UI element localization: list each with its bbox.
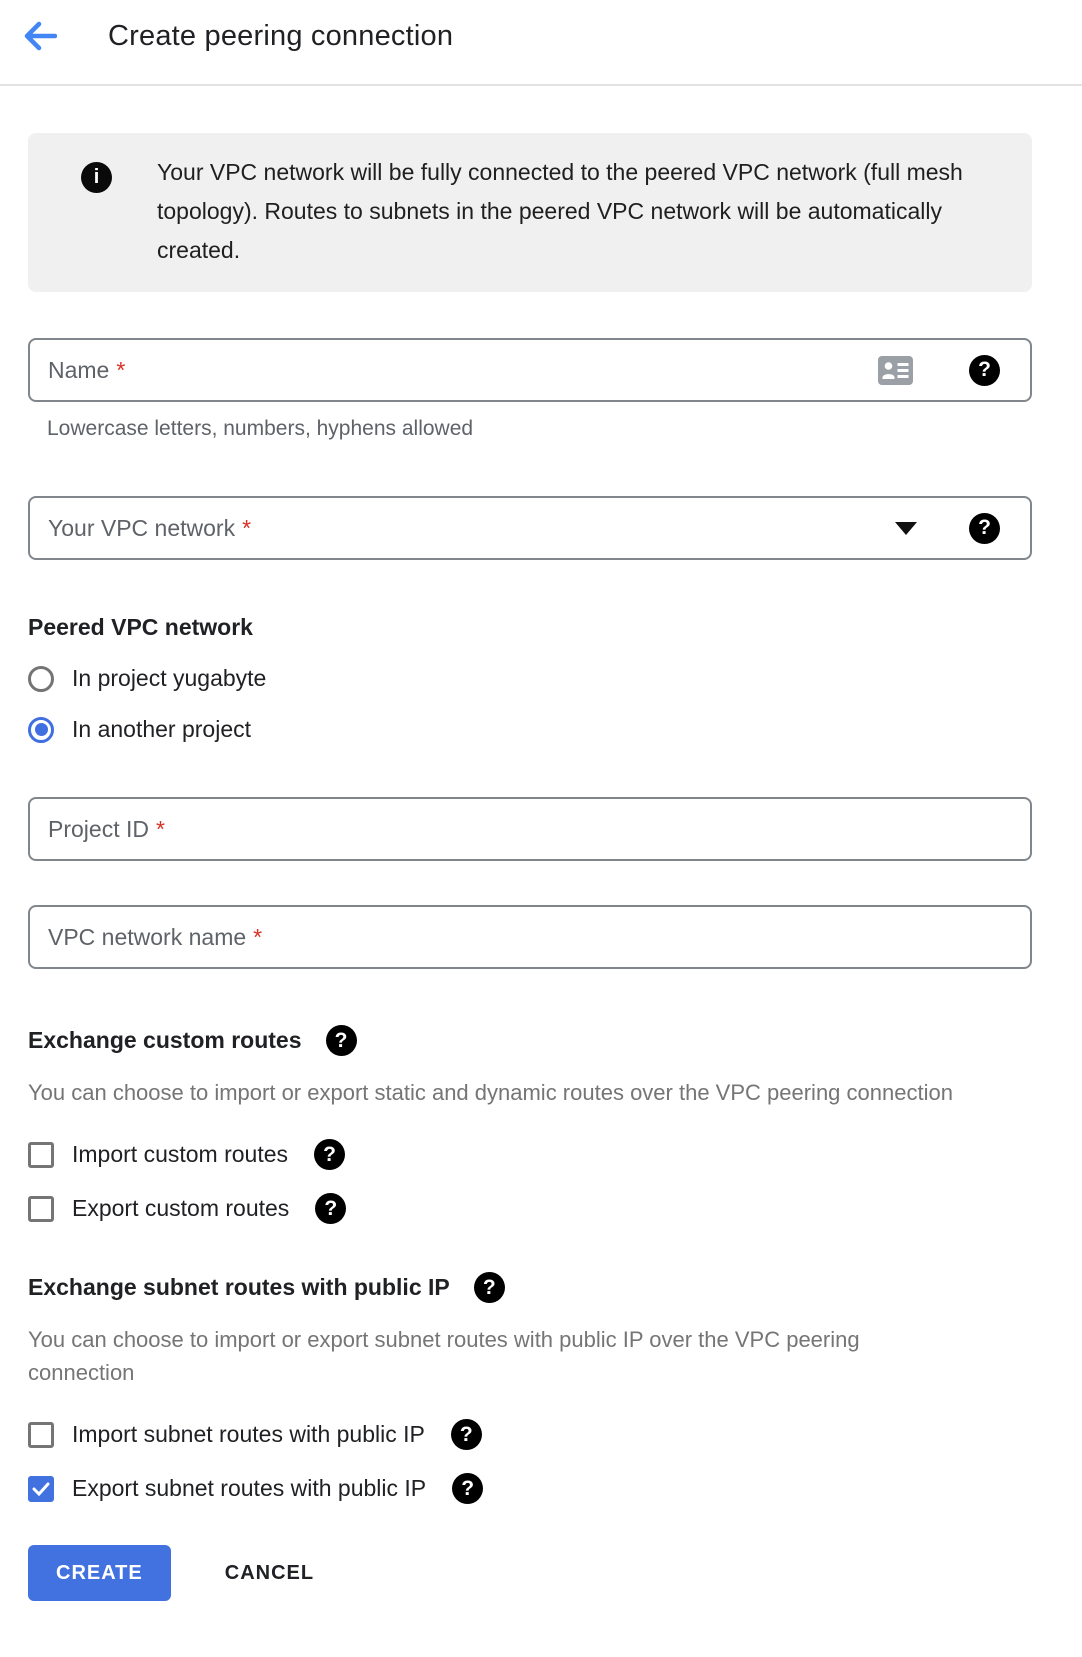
name-field-label: Name	[48, 356, 110, 383]
project-id-label: Project ID	[48, 815, 149, 842]
info-banner-text: Your VPC network will be fully connected to the peered VPC network (full mesh topology). Routes to subnets in the peered VPC network will be automatically created.	[157, 159, 963, 263]
page-title: Create peering connection	[108, 19, 454, 52]
exchange-custom-routes-heading	[28, 1025, 1032, 1056]
project-id-field[interactable]	[28, 797, 1032, 861]
cancel-button[interactable]: CANCEL	[219, 1561, 320, 1586]
help-icon[interactable]: ?	[451, 1419, 482, 1450]
info-icon: i	[81, 162, 112, 193]
exchange-custom-routes-heading-text: Exchange custom routes	[28, 1027, 302, 1053]
name-helper-text: Lowercase letters, numbers, hyphens allowed	[47, 417, 474, 440]
contact-card-icon	[878, 356, 913, 385]
radio-in-another-project[interactable]	[28, 716, 1032, 743]
form-actions	[28, 1545, 1032, 1601]
help-icon[interactable]: ?	[452, 1473, 483, 1504]
checkbox-icon	[28, 1196, 54, 1222]
vpc-network-name-required-marker: *	[253, 923, 263, 950]
your-vpc-network-label: Your VPC network	[48, 514, 236, 541]
radio-label: In another project	[72, 716, 252, 742]
exchange-custom-routes-description: You can choose to import or export static and dynamic routes over the VPC peering connection	[28, 1080, 953, 1105]
dropdown-caret-icon	[895, 522, 917, 535]
checkbox-import-subnet-routes[interactable]	[28, 1419, 1032, 1450]
checkbox-icon	[28, 1476, 54, 1502]
form-body	[0, 133, 1082, 1657]
exchange-subnet-routes-heading-text: Exchange subnet routes with public IP	[28, 1274, 450, 1300]
checkbox-icon	[28, 1422, 54, 1448]
radio-icon	[28, 717, 54, 743]
checkbox-label: Export custom routes	[72, 1195, 290, 1221]
help-icon[interactable]: ?	[969, 355, 1000, 386]
checkbox-icon	[28, 1142, 54, 1168]
help-icon[interactable]: ?	[326, 1025, 357, 1056]
info-banner	[28, 133, 1032, 292]
help-icon[interactable]: ?	[314, 1139, 345, 1170]
help-icon[interactable]: ?	[969, 513, 1000, 544]
checkbox-export-subnet-routes[interactable]	[28, 1473, 1032, 1504]
radio-label: In project yugabyte	[72, 665, 267, 691]
checkbox-label: Import subnet routes with public IP	[72, 1421, 425, 1447]
checkbox-import-custom-routes[interactable]	[28, 1139, 1032, 1170]
checkbox-label: Import custom routes	[72, 1141, 289, 1167]
peered-vpc-network-heading: Peered VPC network	[28, 614, 253, 640]
vpc-network-name-label: VPC network name	[48, 923, 247, 950]
arrow-left-icon	[23, 21, 57, 51]
exchange-subnet-routes-heading	[28, 1272, 1032, 1303]
checkbox-export-custom-routes[interactable]	[28, 1193, 1032, 1224]
help-icon[interactable]: ?	[474, 1272, 505, 1303]
your-vpc-network-select[interactable]	[28, 496, 1032, 560]
page-header	[0, 0, 1082, 86]
checkbox-label: Export subnet routes with public IP	[72, 1475, 427, 1501]
radio-in-project-yugabyte[interactable]	[28, 665, 1032, 692]
project-id-required-marker: *	[155, 815, 165, 842]
name-field[interactable]	[28, 338, 1032, 402]
help-icon[interactable]: ?	[315, 1193, 346, 1224]
exchange-subnet-routes-description: You can choose to import or export subnet routes with public IP over the VPC peering connection	[28, 1327, 860, 1385]
radio-icon	[28, 666, 54, 692]
your-vpc-network-required-marker: *	[242, 514, 252, 541]
vpc-network-name-field[interactable]	[28, 905, 1032, 969]
back-button[interactable]	[22, 20, 58, 52]
create-button[interactable]: CREATE	[28, 1545, 171, 1601]
name-required-marker: *	[116, 356, 126, 383]
